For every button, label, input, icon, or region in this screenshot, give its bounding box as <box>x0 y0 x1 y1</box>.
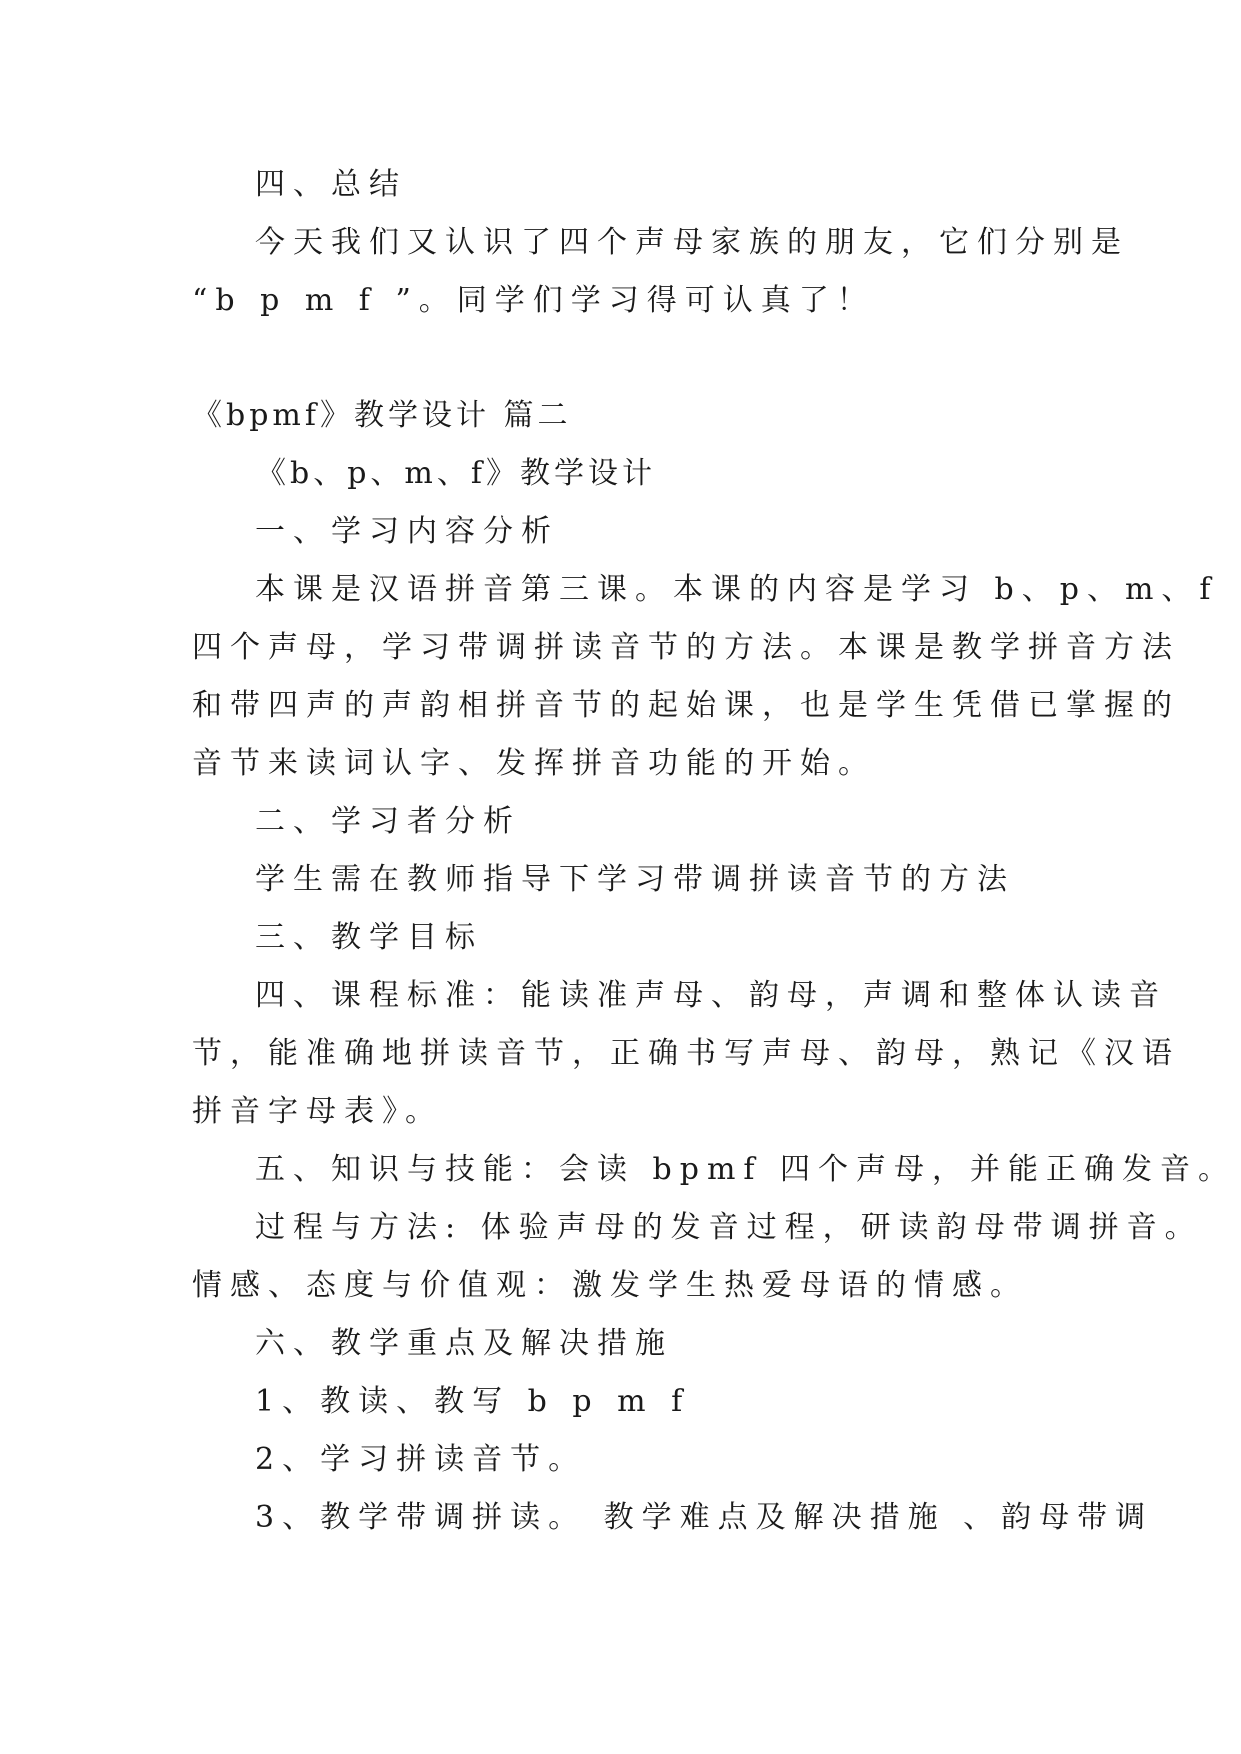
paragraph-line: 五、知识与技能：会读 bpmf 四个声母，并能正确发音。 <box>255 1152 1237 1187</box>
section-heading: 一、学习内容分析 <box>255 514 559 549</box>
paragraph-line: 本课是汉语拼音第三课。本课的内容是学习 b、p、m、f <box>255 572 1219 607</box>
section-heading-summary: 四、总结 <box>255 167 407 202</box>
list-item: 1、教读、教写 b p m f <box>255 1384 691 1419</box>
paragraph-line: 拼音字母表》。 <box>192 1094 443 1129</box>
paragraph-line: 和带四声的声韵相拼音节的起始课，也是学生凭借已掌握的 <box>192 688 1180 723</box>
paragraph-line: 情感、态度与价值观：激发学生热爱母语的情感。 <box>192 1268 1028 1303</box>
paragraph-line: 四、课程标准：能读准声母、韵母，声调和整体认读音 <box>255 978 1167 1013</box>
list-item: 2、学习拼读音节。 <box>255 1442 587 1477</box>
paragraph-line: “b p m f ”。同学们学习得可认真了！ <box>192 283 875 318</box>
paragraph-line: 过程与方法: 体验声母的发音过程，研读韵母带调拼音。 <box>255 1210 1203 1245</box>
paragraph-line: 节，能准确地拼读音节，正确书写声母、韵母，熟记《汉语 <box>192 1036 1180 1071</box>
section-heading: 三、教学目标 <box>255 920 483 955</box>
list-item: 3、教学带调拼读。 教学难点及解决措施 、韵母带调 <box>255 1500 1154 1535</box>
section-heading: 六、教学重点及解决措施 <box>255 1326 673 1361</box>
paragraph-line: 四个声母，学习带调拼读音节的方法。本课是教学拼音方法 <box>192 630 1180 665</box>
section-heading: 二、学习者分析 <box>255 804 521 839</box>
paragraph-line: 音节来读词认字、发挥拼音功能的开始。 <box>192 746 876 781</box>
article-title: 《bpmf》教学设计 篇二 <box>192 398 572 433</box>
paragraph-line: 今天我们又认识了四个声母家族的朋友，它们分别是 <box>255 225 1129 260</box>
article-subtitle: 《b、p、m、f》教学设计 <box>256 456 656 491</box>
paragraph-line: 学生需在教师指导下学习带调拼读音节的方法 <box>255 862 1015 897</box>
